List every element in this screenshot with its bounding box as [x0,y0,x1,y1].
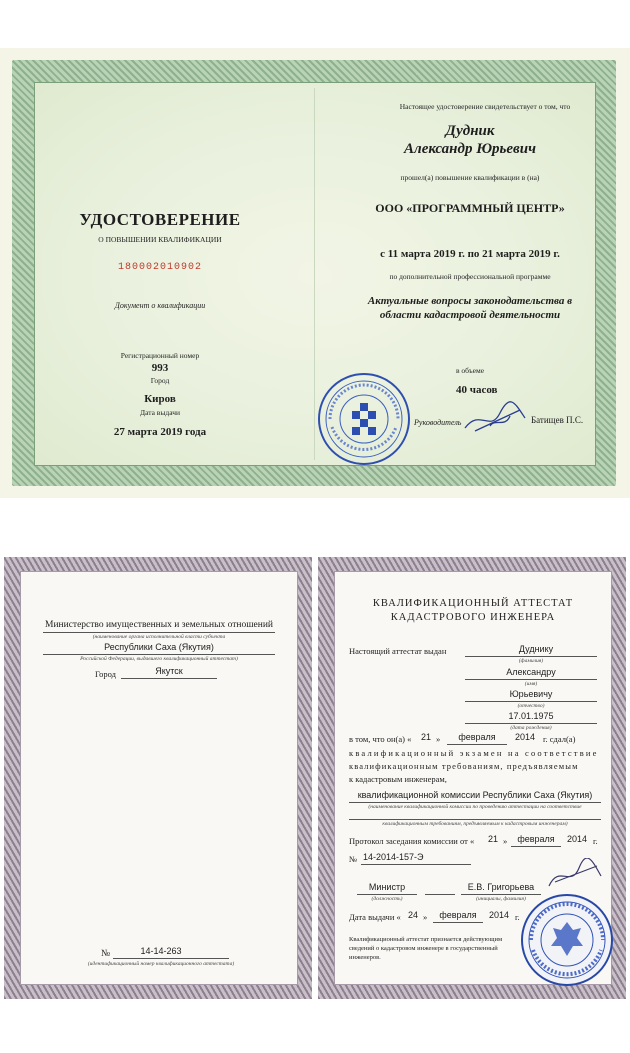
issue-prefix: Дата выдачи « [349,912,401,922]
city: Киров [144,393,176,405]
region-caption: Российской Федерации, выдавшего квалификационный аттестат) [80,656,238,662]
exam-line-4: к кадастровым инженерам, [349,774,447,784]
commission-caption: (наименование квалификационной комиссии по проведению аттестации на соответствие [368,804,582,810]
passed-text: прошел(а) повышение квалификации в (на) [400,173,540,182]
ministry-caption: (наименование органа исполнительной власти субъекта [92,634,226,640]
issue-month-underline [433,922,483,923]
issue-suffix: г. [515,912,520,922]
issue-month: февраля [439,910,477,920]
attestat-number: 14-14-263 [140,946,182,956]
organization: ООО «ПРОГРАММНЫЙ ЦЕНТР» [375,201,565,215]
holder-birth-date: 17.01.1975 [508,711,554,721]
city: Якутск [155,666,183,676]
surname-underline [465,656,597,657]
ministry-underline [43,632,275,633]
signature-icon [460,398,530,438]
position-underline [357,894,417,895]
certificate-header: Настоящее удостоверение свидетельствует о том, что [399,102,571,111]
signer-position: Министр [368,882,406,892]
program-label: по дополнительной профессиональной программе [389,272,551,281]
volume-label: в объеме [456,366,485,375]
issue-quote: » [423,912,428,922]
certificate-title: УДОСТОВЕРЕНИЕ [79,210,241,229]
certificate-number: 180002010902 [117,262,202,273]
protocol-no-underline [361,864,471,865]
attestat-main-page [334,571,612,985]
reg-number-label: Регистрационный номер [120,351,200,360]
region-name: Республики Саха (Якутия) [104,642,214,652]
holder-surname: Дуднику [518,644,554,654]
protocol-day: 21 [487,834,498,844]
study-period: с 11 марта 2019 г. по 21 марта 2019 г. [380,248,560,260]
attestat-title-1: КВАЛИФИКАЦИОННЫЙ АТТЕСТАТ [372,598,574,609]
protocol-suffix: г. [593,836,598,846]
signer-underline [461,894,541,895]
holder-name: Александру [506,667,556,677]
certificate-subtitle: О ПОВЫШЕНИИ КВАЛИФИКАЦИИ [98,235,222,244]
issue-date-label: Дата выдачи [139,408,181,417]
city-underline [121,678,217,679]
issue-year: 2014 [488,910,510,920]
attestat-main-border [318,557,626,999]
exam-year: 2014 [514,732,536,742]
issue-date: 27 марта 2019 года [113,426,207,438]
protocol-no-prefix: № [349,854,358,864]
footer-line-2: сведений о кадастровом инженере в государственный [349,945,498,952]
protocol-month-underline [511,846,561,847]
commission-caption-2: квалификационным требованиям, предъявляемым к кадастровым инженерам) [382,821,568,827]
commission-name: квалификационной комиссии Республики Саха (Якутия) [357,790,593,800]
holder-surname: Дудник [445,123,495,139]
exam-suffix: г. сдал(а) [543,734,576,744]
certificate-fold-line [314,88,315,460]
exam-line-3: квалификационным требованиям, предъявляемым [349,761,579,771]
position-caption: (должность) [371,896,403,902]
qualification-certificate [0,48,630,498]
exam-prefix: в том, что он(а) « [349,734,412,744]
protocol-prefix: Протокол заседания комиссии от « [349,836,475,846]
commission-underline-2 [349,819,601,820]
signature-underline [425,894,455,895]
ministry-name: Министерство имущественных и земельных отношений [45,620,273,630]
surname-caption: (фамилия) [518,658,544,664]
exam-quote: » [436,734,441,744]
exam-month: февраля [458,732,496,742]
issue-day: 24 [407,910,418,920]
attestat-cover-page [20,571,298,985]
seal-icon [521,894,613,986]
protocol-month: февраля [517,834,555,844]
city-label: Город [150,376,170,385]
name-underline [465,679,597,680]
issued-to-label: Настоящий аттестат выдан [349,646,447,656]
exam-month-underline [447,744,507,745]
holder-patronymic: Юрьевичу [509,689,553,699]
exam-line-2: квалификационный экзамен на соответствие [349,748,599,758]
reg-number: 993 [151,362,169,374]
certificate-doc-type: Документ о квалификации [114,301,206,310]
attestat-title-2: КАДАСТРОВОГО ИНЖЕНЕРА [390,612,556,623]
course-line-1: Актуальные вопросы законодательства в [367,295,573,307]
holder-name: Александр Юрьевич [404,141,536,157]
footer-line-3: инженеров. [349,954,381,961]
signer-name: Е.В. Григорьева [467,882,535,892]
protocol-number: 14-2014-157-Э [363,852,424,862]
stamp-icon [318,373,410,465]
head-label: Руководитель [414,418,462,427]
protocol-quote: » [503,836,508,846]
region-underline [43,654,275,655]
exam-day: 21 [420,732,431,742]
patronymic-underline [465,701,597,702]
protocol-year: 2014 [566,834,588,844]
footer-line-1: Квалификационный аттестат признается действующим [349,936,503,943]
birth-caption: (дата рождения) [510,725,552,731]
course-line-2: области кадастровой деятельности [379,309,561,321]
birth-underline [465,723,597,724]
patronymic-caption: (отчество) [517,703,545,709]
hours: 40 часов [456,384,498,396]
attestat-cover-border [4,557,312,999]
number-prefix: № [101,949,111,959]
number-underline [113,958,229,959]
head-name: Батищев П.С. [531,415,584,425]
signer-caption: (инициалы, фамилия) [476,896,526,902]
signature-icon [545,858,605,894]
number-caption: (идентификационный номер квалификационного аттестата) [87,961,235,967]
city-label: Город [95,669,116,679]
name-caption: (имя) [524,681,538,687]
commission-underline [349,802,601,803]
